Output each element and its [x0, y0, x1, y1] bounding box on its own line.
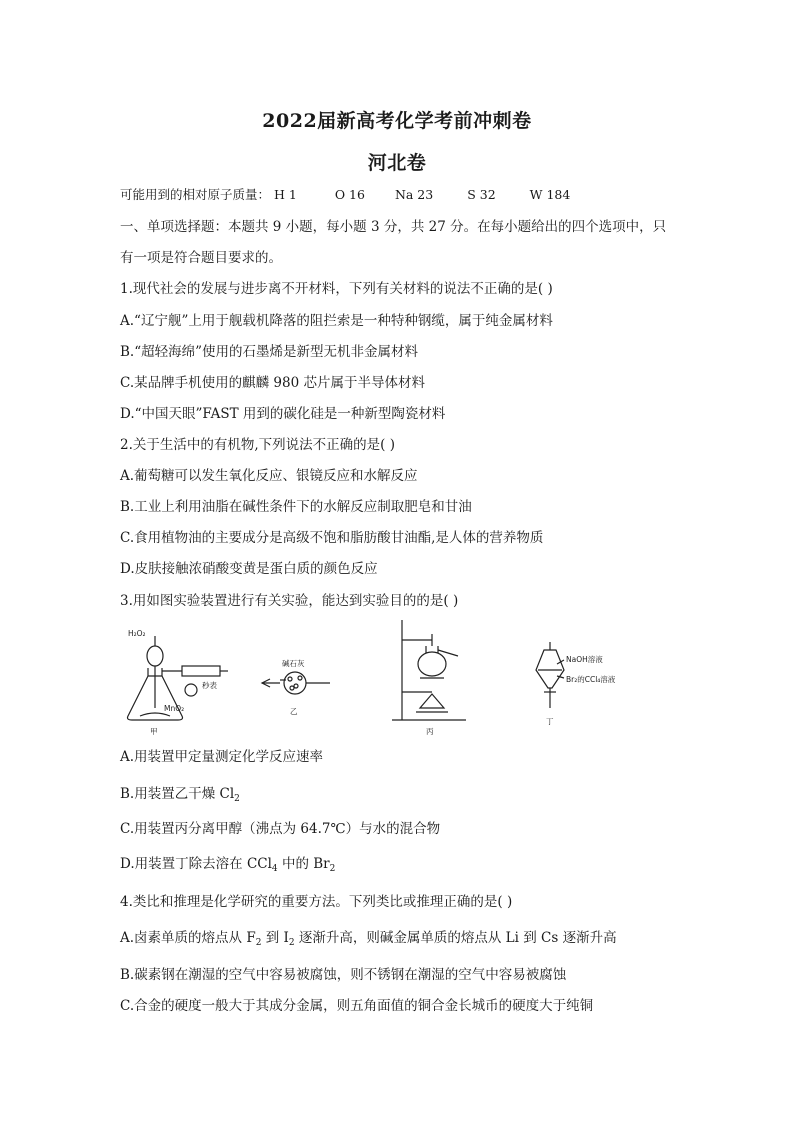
q2-option-a: A.葡萄糖可以发生氧化反应、银镜反应和水解反应 — [120, 468, 418, 484]
q2-option-c: C.食用植物油的主要成分是高级不饱和脂肪酸甘油酯,是人体的营养物质 — [120, 530, 544, 546]
q1-stem: 1.现代社会的发展与进步离不开材料，下列有关材料的说法不正确的是( ) — [120, 281, 553, 297]
caption-bing: 丙 — [426, 727, 434, 736]
apparatus-yi — [262, 672, 330, 694]
label-timer: 秒表 — [202, 681, 217, 690]
q3-option-c: C.用装置丙分离甲醇（沸点为 64.7℃）与水的混合物 — [120, 821, 441, 837]
apparatus-bing — [392, 620, 466, 720]
apparatus-ding — [536, 642, 564, 708]
q1-option-d: D.“中国天眼”FAST 用到的碳化硅是一种新型陶瓷材料 — [120, 406, 446, 422]
q2-stem: 2.关于生活中的有机物,下列说法不正确的是( ) — [120, 437, 395, 453]
atomic-mass-o: O 16 — [334, 187, 365, 202]
q4-stem: 4.类比和推理是化学研究的重要方法。下列类比或推理正确的是( ) — [120, 894, 513, 910]
q3-stem: 3.用如图实验装置进行有关实验，能达到实验目的的是( ) — [120, 593, 459, 609]
caption-jia: 甲 — [150, 727, 158, 736]
q1-option-b: B.“超轻海绵”使用的石墨烯是新型无机非金属材料 — [120, 344, 419, 360]
atomic-masses-label: 可能用到的相对原子质量： — [120, 187, 271, 202]
atomic-mass-w: W 184 — [529, 187, 571, 202]
atomic-mass-h: H 1 — [274, 187, 297, 202]
q1-option-c: C.某品牌手机使用的麒麟 980 芯片属于半导体材料 — [120, 375, 425, 391]
q4-option-b: B.碳素钢在潮湿的空气中容易被腐蚀，则不锈钢在潮湿的空气中容易被腐蚀 — [120, 967, 567, 983]
q3-option-b: B.用装置乙干燥 $Cl_2$ — [120, 786, 240, 804]
label-mno2: MnO₂ — [164, 704, 185, 713]
label-soda-lime: 碱石灰 — [282, 659, 305, 668]
q2-option-d: D.皮肤接触浓硝酸变黄是蛋白质的颜色反应 — [120, 561, 378, 577]
atomic-mass-s: S 32 — [467, 187, 496, 202]
q2-option-b: B.工业上利用油脂在碱性条件下的水解反应制取肥皂和甘油 — [120, 499, 472, 515]
q4-option-c: C.合金的硬度一般大于其成分金属，则五角面值的铜合金长城币的硬度大于纯铜 — [120, 998, 594, 1014]
page-subtitle: 河北卷 — [367, 152, 427, 174]
page-title: 2022届新高考化学考前冲刺卷 — [262, 110, 532, 132]
label-naoh: NaOH溶液 — [566, 655, 603, 664]
q3-option-a: A.用装置甲定量测定化学反应速率 — [120, 749, 324, 765]
atomic-masses-line — [120, 186, 680, 204]
caption-yi: 乙 — [290, 707, 298, 716]
label-h2o2: H₂O₂ — [128, 629, 146, 638]
label-br2-ccl4: Br₂的CCl₄溶液 — [566, 675, 616, 684]
q3-apparatus-figure — [120, 616, 650, 740]
atomic-mass-na: Na 23 — [394, 187, 434, 202]
q1-option-a: A.“辽宁舰”上用于舰载机降落的阻拦索是一种特种钢缆，属于纯金属材料 — [120, 313, 553, 329]
q4-option-a: A.卤素单质的熔点从 $F_2$ 到 $I_2$ 逐渐升高，则碱金属单质的熔点从 Li 到 Cs 逐渐升高 — [120, 930, 617, 948]
section-heading-line2: 有一项是符合题目要求的。 — [120, 250, 282, 266]
section-heading-line1: 一、单项选择题：本题共 9 小题，每小题 3 分，共 27 分。在每小题给出的四个选项中，只 — [120, 219, 667, 235]
caption-ding: 丁 — [546, 717, 554, 726]
q3-option-d: D.用装置丁除去溶在 CCl$_4$ 中的 $Br_2$ — [120, 856, 336, 874]
